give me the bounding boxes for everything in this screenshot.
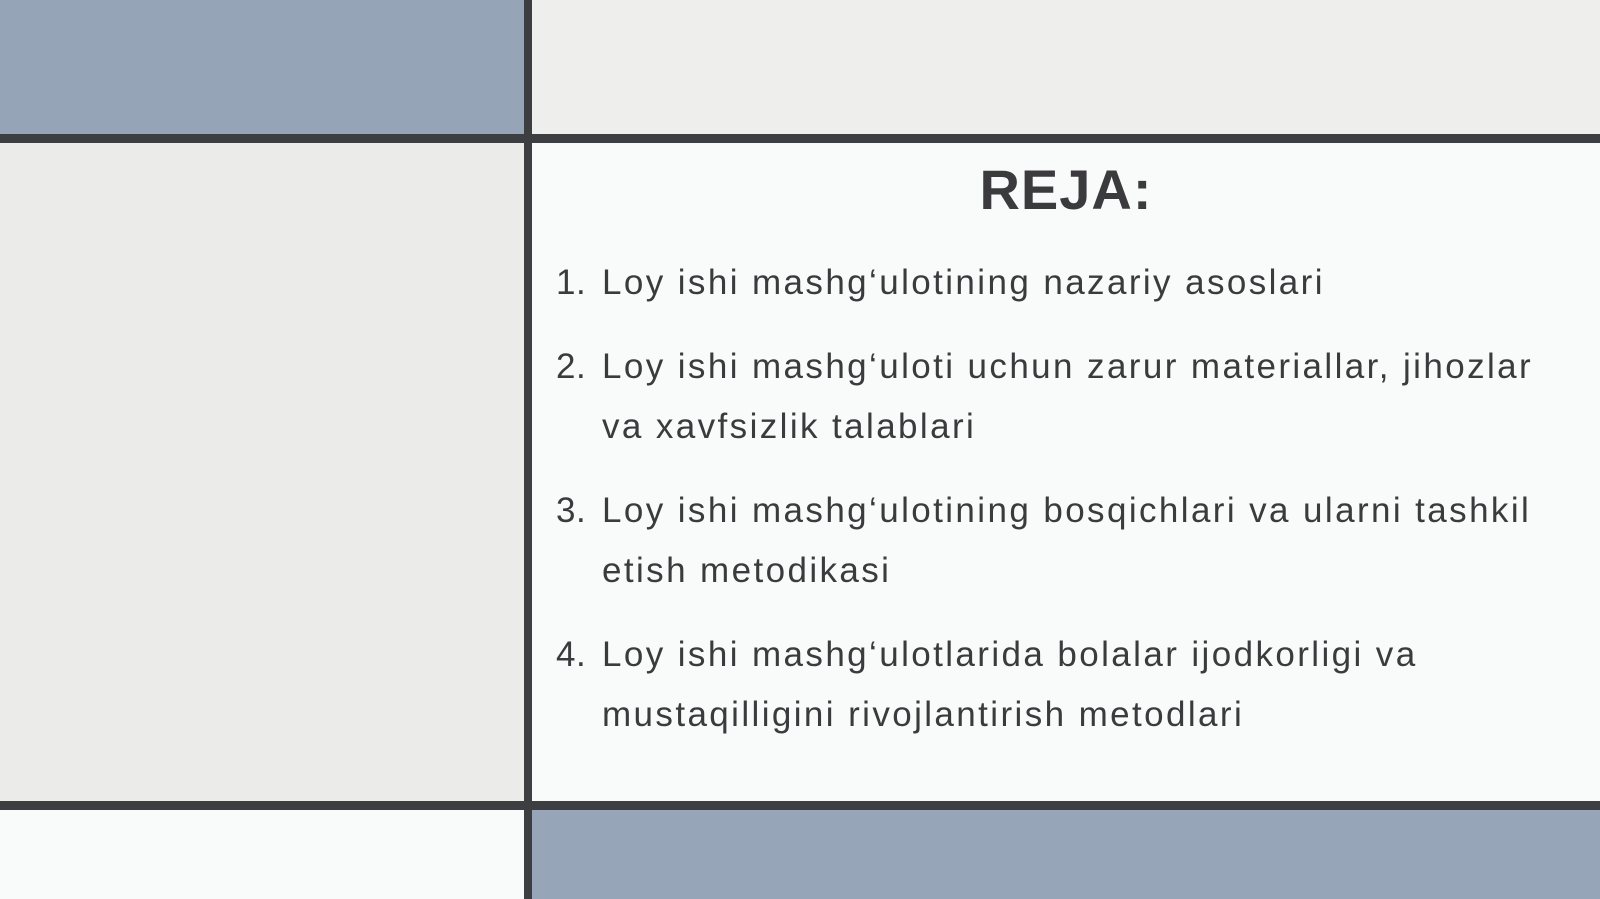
list-item <box>556 337 1556 457</box>
list-item-number: 3. <box>556 491 587 530</box>
list-item-number: 2. <box>556 347 587 386</box>
content-panel <box>532 143 1600 801</box>
list-item-text: Loy ishi mashg‘ulotlarida bolalar ijodkorligi va mustaqilligini rivojlantirish metodlari <box>602 635 1418 734</box>
top-left-blue-panel <box>0 0 524 134</box>
left-gray-panel <box>0 143 524 801</box>
bottom-right-blue-panel <box>532 810 1600 899</box>
list-item <box>556 253 1556 313</box>
list-item-number: 1. <box>556 263 587 302</box>
list-item-number: 4. <box>556 635 587 674</box>
slide-title: REJA: <box>979 158 1153 221</box>
top-right-light-panel <box>532 0 1600 134</box>
list-item-text: Loy ishi mashg‘uloti uchun zarur materiallar, jihozlar va xavfsizlik talablari <box>602 347 1534 446</box>
list-item-text: Loy ishi mashg‘ulotining nazariy asoslari <box>602 263 1325 302</box>
bottom-left-light-panel <box>0 810 524 899</box>
plan-list <box>556 253 1556 769</box>
list-item-text: Loy ishi mashg‘ulotining bosqichlari va ularni tashkil etish metodikasi <box>602 491 1532 590</box>
list-item <box>556 625 1556 745</box>
list-item <box>556 481 1556 601</box>
